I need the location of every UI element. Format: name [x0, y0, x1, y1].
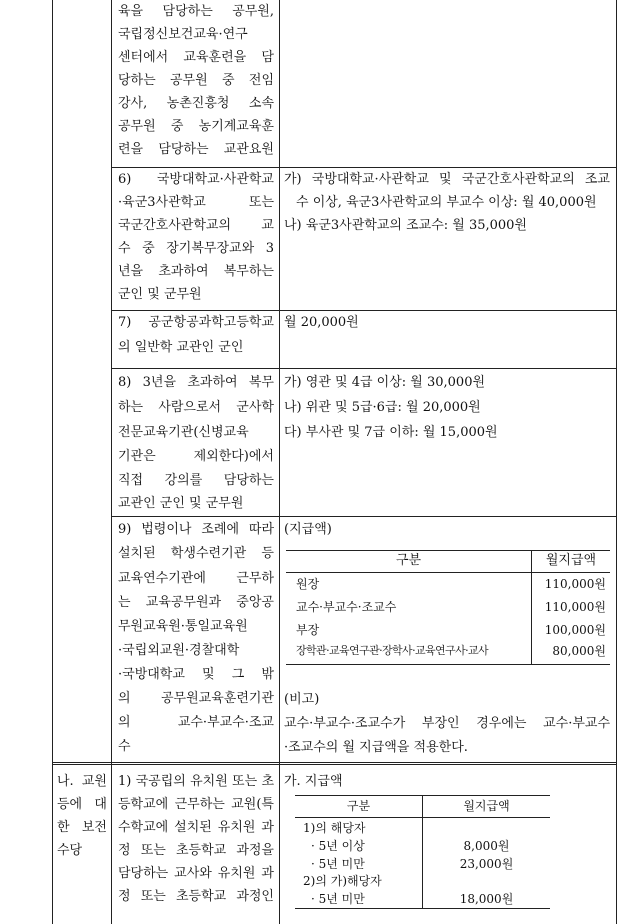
table-border-left — [52, 0, 53, 924]
text-line: 전문교육기관(신병교육 — [118, 425, 249, 440]
section-heading-line: 수당 — [57, 843, 83, 858]
text-line: 수 중 장기복무장교와 3 — [118, 241, 274, 256]
text-line: 7) 공군항공과학고등학교 — [118, 315, 274, 330]
amount-cell: 100,000원 — [544, 623, 606, 637]
text-line: 가) 영관 및 4급 이상: 월 30,000원 — [284, 375, 486, 390]
text-line: 수 이상, 육군3사관학교의 부교수 이상: 월 40,000원 — [296, 195, 597, 210]
text-line: 설치된 학생수련기관 등 — [118, 546, 274, 561]
section-divider-double — [52, 764, 617, 765]
note-line: 교수·부교수·조교수가 부장인 경우에는 교수·부교수 — [284, 716, 610, 731]
text-line: 수 — [118, 739, 131, 754]
row-divider — [111, 368, 617, 369]
text-line: 나) 위관 및 5급·6급: 월 20,000원 — [284, 400, 481, 415]
category-cell: · 5년 미만 — [311, 857, 365, 871]
text-line: ·국방대학교 및 그 밖 — [118, 667, 274, 682]
text-line: 6) 국방대학교·사관학교 — [118, 172, 274, 187]
text-line: 9) 법령이나 조례에 따라 — [118, 522, 274, 537]
text-line: 육을 담당하는 공무원, — [118, 4, 274, 19]
text-line: 의 교수·부교수·조교 — [118, 715, 274, 730]
inner-table-header-divider — [286, 572, 610, 573]
text-line: 국립정신보건교육·연구 — [118, 27, 248, 42]
text-line: 다) 부사관 및 7급 이하: 월 15,000원 — [284, 425, 498, 440]
section-divider — [52, 762, 617, 763]
text-line: 공무원 중 농기계교육훈 — [118, 119, 274, 134]
header-monthly-amount: 월지급액 — [545, 553, 597, 568]
text-line: 담당하는 교사와 유치원 과 — [118, 866, 274, 881]
amount-cell: 80,000원 — [552, 644, 606, 658]
category-cell: 장학관·교육연구관·장학사·교육연구사·교사 — [296, 644, 489, 657]
amount-cell: 18,000원 — [459, 892, 514, 906]
header-monthly-amount: 월지급액 — [463, 799, 510, 813]
text-line: 강사, 농촌진흥청 소속 — [118, 96, 274, 111]
amount-label: (지급액) — [284, 522, 332, 537]
section-heading-line: 등에 대 — [57, 797, 107, 812]
text-line: 가) 국방대학교·사관학교 및 국군간호사관학교의 조교 — [284, 172, 610, 187]
section-heading-line: 한 보전 — [57, 820, 107, 835]
text-line: ·국립외교원·경찰대학 — [118, 643, 240, 658]
category-cell: 원장 — [296, 577, 320, 591]
text-line: 하는 사람으로서 군사학 — [118, 400, 274, 415]
note-label: (비고) — [284, 692, 320, 707]
header-category: 구분 — [395, 553, 422, 568]
row-divider — [111, 516, 617, 517]
text-line: 교관인 군인 및 군무원 — [118, 496, 244, 511]
category-cell: 부장 — [296, 623, 320, 637]
category-cell: 2)의 가)해당자 — [303, 874, 382, 888]
text-line: 당하는 공무원 중 전임 — [118, 73, 274, 88]
text-line: 련을 담당하는 교관요원 — [118, 142, 274, 157]
text-line: 교육연수기관에 근무하 — [118, 571, 274, 586]
inner-table-bottom — [286, 664, 610, 665]
text-line: 의 일반학 교관인 군인 — [118, 340, 244, 355]
text-line: 무원교육원·통일교육원 — [118, 619, 248, 634]
text-line: 수학교에 설치된 유치원 과 — [118, 820, 274, 835]
amount-cell: 110,000원 — [544, 600, 606, 614]
table-border-col3 — [279, 0, 280, 924]
amount-cell: 23,000원 — [459, 857, 514, 871]
text-line: 는 교육공무원과 중앙공 — [118, 595, 274, 610]
category-cell: · 5년 이상 — [311, 839, 365, 853]
category-cell: · 5년 미만 — [311, 892, 365, 906]
amount-cell: 110,000원 — [544, 577, 606, 591]
text-line: ·육군3사관학교 또는 — [118, 195, 274, 210]
row-divider — [111, 310, 617, 311]
note-line: ·조교수의 월 지급액을 적용한다. — [284, 740, 468, 755]
text-line: 직접 강의를 담당하는 — [118, 473, 274, 488]
text-line: 월 20,000원 — [284, 315, 359, 330]
section-heading-line: 나. 교원 — [57, 774, 107, 789]
text-line: 군인 및 군무원 — [118, 287, 202, 302]
text-line: 센터에서 교육훈련을 담 — [118, 50, 274, 65]
amount-cell: 8,000원 — [463, 839, 510, 853]
table-border-right — [616, 0, 617, 924]
inner-table-top — [286, 550, 610, 551]
header-category: 구분 — [346, 799, 371, 813]
text-line: 1) 국공립의 유치원 또는 초 — [118, 774, 274, 789]
category-cell: 1)의 해당자 — [303, 821, 366, 835]
amount-label: 가. 지급액 — [284, 774, 343, 789]
table-border-col2 — [111, 0, 112, 924]
text-line: 정 또는 초등학교 과정인 — [118, 889, 274, 904]
text-line: 등학교에 근무하는 교원(특 — [118, 797, 274, 812]
text-line: 8) 3년을 초과하여 복무 — [118, 375, 274, 390]
row-divider — [111, 167, 617, 168]
text-line: 나) 육군3사관학교의 조교수: 월 35,000원 — [284, 218, 527, 233]
text-line: 정 또는 초등학교 과정을 — [118, 843, 274, 858]
category-cell: 교수·부교수·조교수 — [296, 600, 397, 614]
text-line: 국군간호사관학교의 교 — [118, 218, 274, 233]
text-line: 년을 초과하여 복무하는 — [118, 264, 274, 279]
text-line: 기관은 제외한다)에서 — [118, 449, 274, 464]
text-line: 의 공무원교육훈련기관 — [118, 691, 274, 706]
